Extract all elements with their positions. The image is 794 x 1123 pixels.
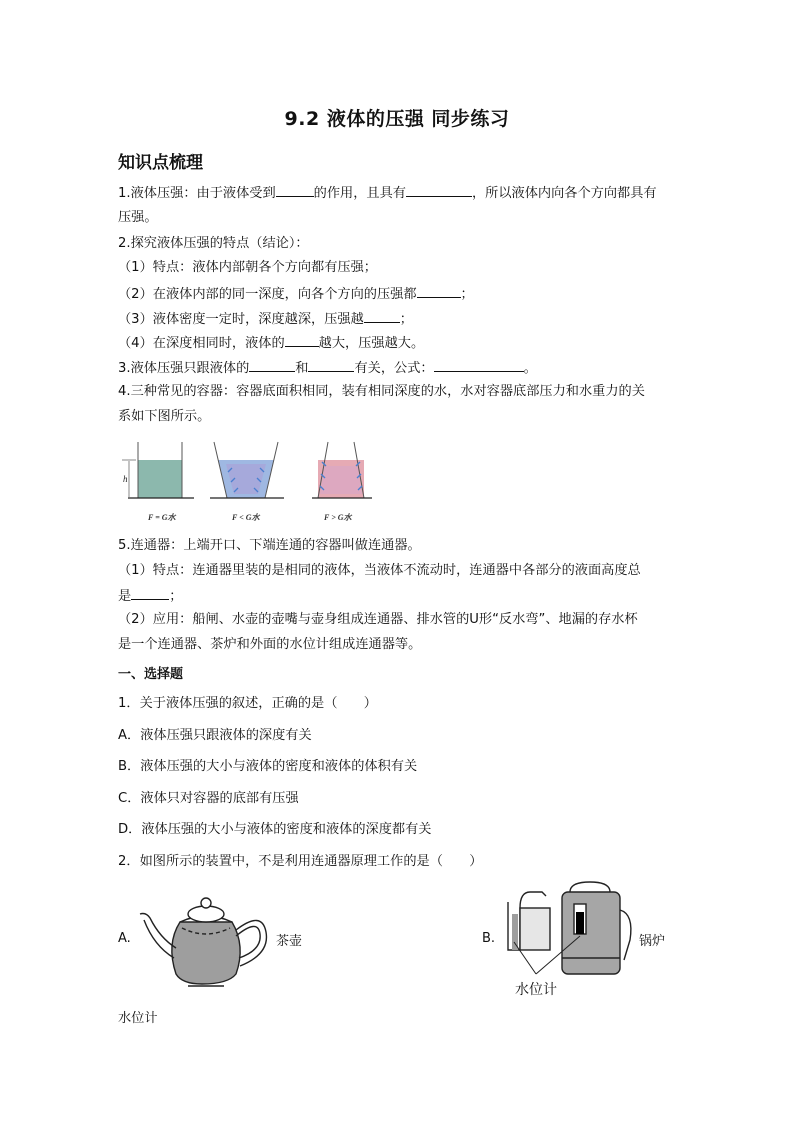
knowledge-item-3 [118, 357, 537, 379]
answer-blank [417, 283, 461, 298]
gauge-caption: 水位计 [515, 982, 557, 998]
text: 的作用，且具有 [313, 186, 406, 201]
answer-blank [434, 357, 524, 372]
container-caption-2: F < G水 [232, 513, 260, 522]
knowledge-item-2-3 [118, 308, 413, 330]
knowledge-item-5: 5.连通器：上端开口、下端连通的容器叫做连通器。 [118, 538, 421, 553]
trailing-gauge-label: 水位计 [118, 1011, 158, 1026]
boiler-figure [500, 880, 636, 978]
water-shade [320, 466, 362, 494]
spout-top [140, 914, 176, 949]
boiler-tap [620, 910, 631, 960]
text: 是 [118, 589, 132, 604]
section-heading-knowledge: 知识点梳理 [118, 153, 203, 173]
knowledge-item-5-1: （1）特点：连通器里装的是相同的液体，当液体不流动时，连通器中各部分的液面高度总 [118, 563, 641, 578]
boiler-caption: 锅炉 [639, 934, 666, 949]
answer-blank [364, 308, 400, 323]
text: 3.液体压强只跟液体的 [118, 361, 250, 376]
boiler-handle [570, 882, 610, 892]
knowledge-item-2: 2.探究液体压强的特点（结论）： [118, 236, 309, 251]
text: 1.液体压强：由于液体受到 [118, 186, 276, 201]
text: 。 [523, 361, 537, 376]
knowledge-item-5-1-cont [118, 585, 182, 607]
gauge-glass [520, 908, 550, 950]
knowledge-item-1 [118, 182, 657, 204]
knowledge-item-2-2 [118, 283, 474, 305]
boiler-body [562, 892, 620, 974]
text: （3）液体密度一定时，深度越深，压强越 [118, 312, 364, 327]
teapot-figure [136, 884, 272, 994]
text: （2）在液体内部的同一深度，向各个方向的压强都 [118, 287, 417, 302]
text: ； [399, 312, 413, 327]
page-title: 9.2 液体的压强 同步练习 [284, 108, 510, 130]
text: ，所以液体内向各个方向都具有 [471, 186, 657, 201]
knowledge-item-4: 4.三种常见的容器：容器底面积相同，装有相同深度的水，水对容器底部压力和水重力的关 [118, 384, 645, 399]
gauge-water [512, 914, 518, 950]
answer-blank [276, 182, 314, 197]
knowledge-item-5-2-cont: 是一个连通器、茶炉和外面的水位计组成连通器等。 [118, 637, 422, 652]
text: ； [460, 287, 474, 302]
depth-label: h [123, 474, 128, 484]
lid-knob [201, 898, 211, 908]
boiler-water-column [576, 912, 584, 934]
question-1-option-a: A．液体压强只跟液体的深度有关 [118, 728, 312, 743]
question-2-option-b-label: B. [482, 931, 496, 946]
answer-blank [249, 357, 295, 372]
wide-top-container [210, 442, 284, 498]
answer-blank [131, 585, 169, 600]
knowledge-item-5-2: （2）应用：船闸、水壶的壶嘴与壶身组成连通器、排水管的U形“反水弯”、地漏的存水杯 [118, 612, 638, 627]
question-1-option-d: D．液体压强的大小与液体的密度和液体的深度都有关 [118, 822, 432, 837]
knowledge-item-2-1: （1）特点：液体内部朝各个方向都有压强； [118, 260, 377, 275]
text: 越大，压强越大。 [318, 336, 425, 351]
question-1-stem: 1．关于液体压强的叙述，正确的是（ ） [118, 696, 377, 711]
container-caption-3: F > G水 [324, 513, 352, 522]
answer-blank [285, 332, 319, 347]
question-2-stem: 2．如图所示的装置中，不是利用连通器原理工作的是（ ） [118, 854, 483, 869]
container-caption-1: F = G水 [148, 513, 176, 522]
text: （4）在深度相同时，液体的 [118, 336, 285, 351]
knowledge-item-1-cont: 压强。 [118, 210, 158, 225]
text: 有关，公式： [354, 361, 434, 376]
cylindrical-container [122, 442, 194, 498]
three-containers-figure [118, 436, 378, 528]
question-1-option-b: B．液体压强的大小与液体的密度和液体的体积有关 [118, 759, 418, 774]
knowledge-item-4-cont: 系如下图所示。 [118, 409, 211, 424]
section-heading-choice: 一、选择题 [118, 667, 184, 682]
question-2-option-a-label: A. [118, 931, 131, 946]
knowledge-item-2-4 [118, 332, 424, 354]
teapot-caption: 茶壶 [276, 934, 303, 949]
answer-blank [308, 357, 354, 372]
answer-blank [406, 182, 472, 197]
teapot-body [172, 922, 240, 984]
text: ； [169, 589, 183, 604]
narrow-top-container [312, 442, 372, 498]
water-fill [138, 460, 182, 498]
question-1-option-c: C．液体只对容器的底部有压强 [118, 791, 299, 806]
text: 和 [295, 361, 309, 376]
spout-bottom [144, 920, 174, 958]
